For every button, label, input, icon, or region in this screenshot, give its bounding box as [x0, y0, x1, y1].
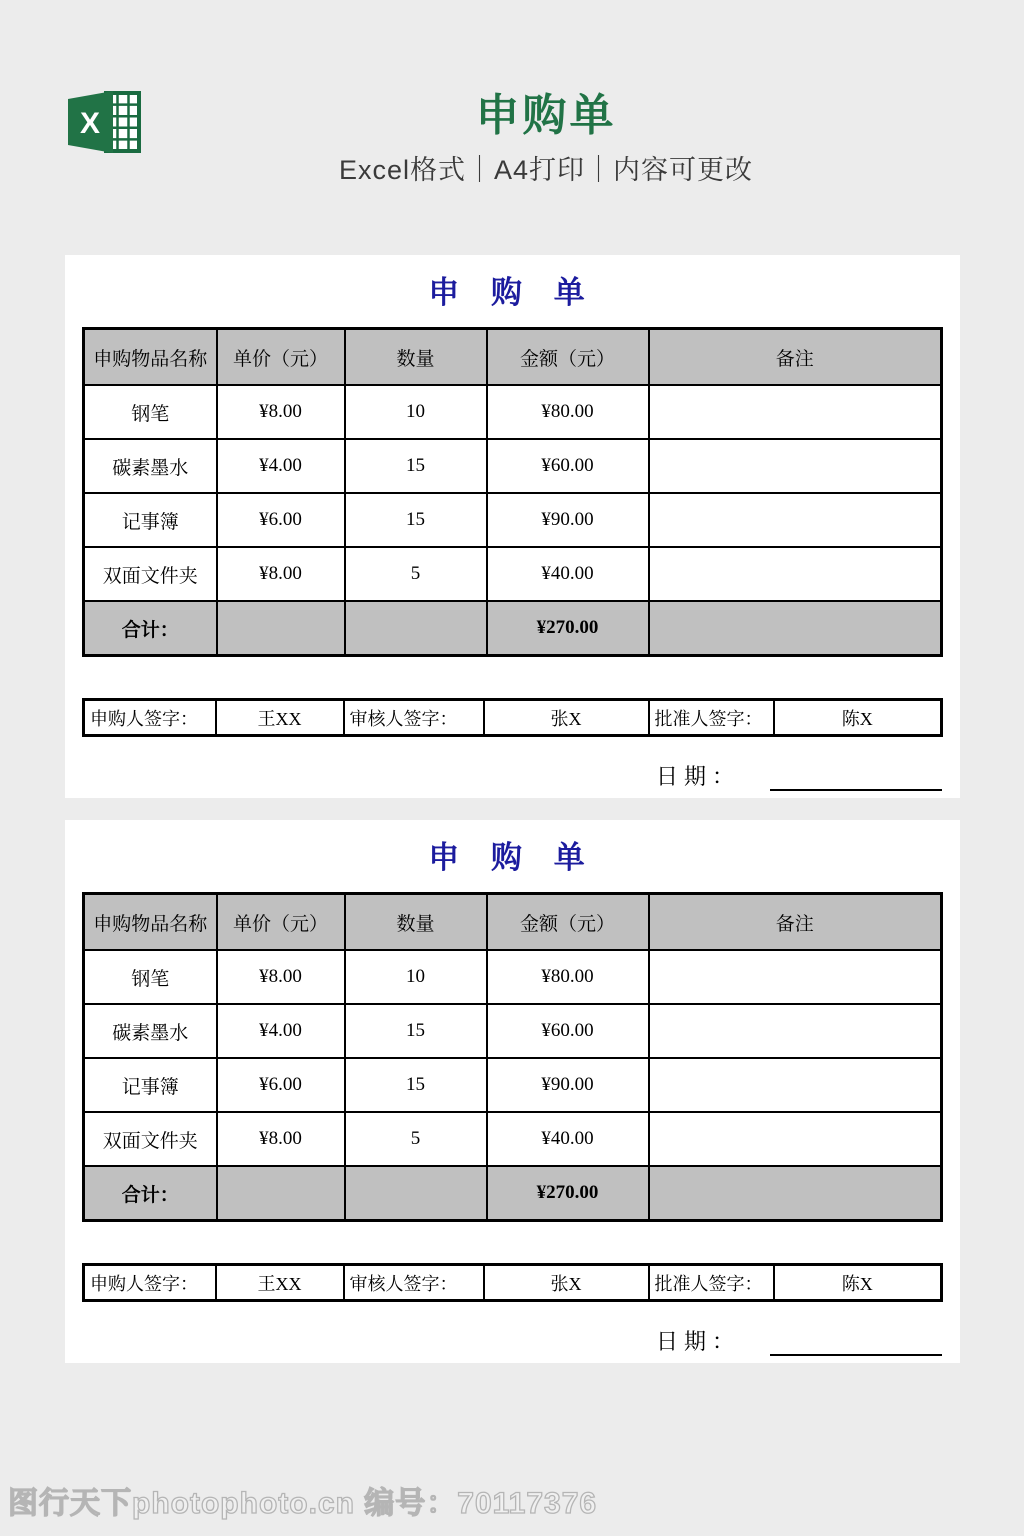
col-header-unit-price: 单价（元） [217, 894, 345, 951]
cell-amount: ¥90.00 [487, 493, 649, 547]
col-header-amount: 金额（元） [487, 894, 649, 951]
approver-sign-value: 陈X [774, 700, 942, 736]
reviewer-sign-label: 审核人签字： [344, 700, 484, 736]
total-label: 合计： [84, 1166, 217, 1221]
cell-quantity: 15 [345, 493, 487, 547]
col-header-amount: 金额（元） [487, 329, 649, 386]
cell-note [649, 1112, 942, 1166]
col-header-quantity: 数量 [345, 329, 487, 386]
cell-amount: ¥80.00 [487, 385, 649, 439]
cell-amount: ¥80.00 [487, 950, 649, 1004]
total-blank-cell [345, 601, 487, 656]
reviewer-sign-value: 张X [484, 1265, 649, 1301]
purchase-form-panel-2 [65, 820, 960, 1363]
cell-unit-price: ¥8.00 [217, 547, 345, 601]
signature-table [82, 698, 943, 737]
col-header-item: 申购物品名称 [84, 329, 217, 386]
approver-sign-label: 批准人签字： [649, 1265, 774, 1301]
total-blank-cell [217, 601, 345, 656]
page-header [0, 0, 1024, 255]
requester-sign-value: 王XX [216, 700, 344, 736]
cell-unit-price: ¥6.00 [217, 1058, 345, 1112]
cell-unit-price: ¥6.00 [217, 493, 345, 547]
cell-note [649, 385, 942, 439]
total-blank-cell [217, 1166, 345, 1221]
header-text [34, 92, 1024, 187]
cell-quantity: 15 [345, 1058, 487, 1112]
site-watermark: 图行天下photophoto.cn 编号：70117376 [8, 1487, 598, 1520]
table-row [84, 1112, 942, 1166]
col-header-unit-price: 单价（元） [217, 329, 345, 386]
approver-sign-label: 批准人签字： [649, 700, 774, 736]
cell-item: 双面文件夹 [84, 1112, 217, 1166]
signature-table [82, 1263, 943, 1302]
total-amount: ¥270.00 [487, 1166, 649, 1221]
cell-amount: ¥60.00 [487, 1004, 649, 1058]
cell-amount: ¥60.00 [487, 439, 649, 493]
cell-item: 碳素墨水 [84, 1004, 217, 1058]
date-row [65, 763, 942, 791]
reviewer-sign-label: 审核人签字： [344, 1265, 484, 1301]
cell-unit-price: ¥8.00 [217, 950, 345, 1004]
cell-note [649, 1058, 942, 1112]
col-header-item: 申购物品名称 [84, 894, 217, 951]
cell-quantity: 5 [345, 1112, 487, 1166]
requester-sign-value: 王XX [216, 1265, 344, 1301]
table-row [84, 493, 942, 547]
cell-note [649, 1004, 942, 1058]
total-row [84, 1166, 942, 1221]
cell-unit-price: ¥8.00 [217, 1112, 345, 1166]
table-header-row [84, 329, 942, 386]
cell-note [649, 493, 942, 547]
cell-item: 双面文件夹 [84, 547, 217, 601]
col-header-note: 备注 [649, 894, 942, 951]
cell-amount: ¥40.00 [487, 1112, 649, 1166]
cell-item: 记事簿 [84, 493, 217, 547]
cell-unit-price: ¥8.00 [217, 385, 345, 439]
cell-item: 记事簿 [84, 1058, 217, 1112]
reviewer-sign-value: 张X [484, 700, 649, 736]
requester-sign-label: 申购人签字： [84, 700, 216, 736]
cell-unit-price: ¥4.00 [217, 439, 345, 493]
cell-quantity: 15 [345, 439, 487, 493]
total-row [84, 601, 942, 656]
table-row [84, 385, 942, 439]
date-blank-line [770, 1328, 942, 1356]
date-label: 日期： [655, 764, 740, 789]
total-blank-cell [345, 1166, 487, 1221]
cell-item: 钢笔 [84, 950, 217, 1004]
form-title: 申 购 单 [428, 840, 597, 875]
table-row [84, 950, 942, 1004]
date-row [65, 1328, 942, 1356]
product-subtitle: Excel格式｜A4打印｜内容可更改 [338, 155, 754, 186]
purchase-form-panel [65, 255, 960, 798]
purchase-table [82, 327, 943, 657]
cell-note [649, 950, 942, 1004]
cell-quantity: 10 [345, 385, 487, 439]
cell-amount: ¥40.00 [487, 547, 649, 601]
total-note-cell [649, 1166, 942, 1221]
product-title: 申购单 [475, 91, 617, 140]
cell-amount: ¥90.00 [487, 1058, 649, 1112]
table-row [84, 1058, 942, 1112]
excel-icon-letter: X [79, 107, 101, 140]
signature-row [84, 700, 942, 736]
total-note-cell [649, 601, 942, 656]
signature-row [84, 1265, 942, 1301]
cell-note [649, 547, 942, 601]
col-header-quantity: 数量 [345, 894, 487, 951]
table-header-row [84, 894, 942, 951]
cell-unit-price: ¥4.00 [217, 1004, 345, 1058]
requester-sign-label: 申购人签字： [84, 1265, 216, 1301]
cell-quantity: 10 [345, 950, 487, 1004]
cell-item: 碳素墨水 [84, 439, 217, 493]
date-blank-line [770, 763, 942, 791]
purchase-table [82, 892, 943, 1222]
approver-sign-value: 陈X [774, 1265, 942, 1301]
total-amount: ¥270.00 [487, 601, 649, 656]
table-row [84, 1004, 942, 1058]
cell-quantity: 15 [345, 1004, 487, 1058]
total-label: 合计： [84, 601, 217, 656]
table-row [84, 547, 942, 601]
form-title: 申 购 单 [428, 275, 597, 310]
col-header-note: 备注 [649, 329, 942, 386]
cell-quantity: 5 [345, 547, 487, 601]
table-row [84, 439, 942, 493]
cell-item: 钢笔 [84, 385, 217, 439]
date-label: 日期： [655, 1329, 740, 1354]
cell-note [649, 439, 942, 493]
